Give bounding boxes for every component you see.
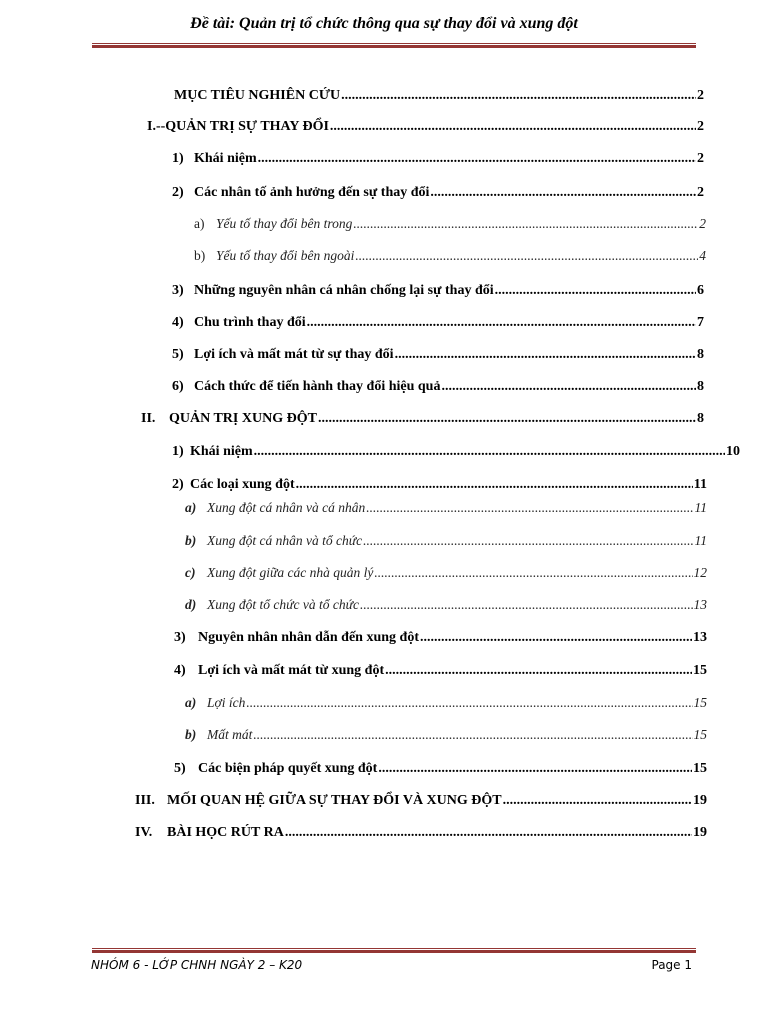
toc-entry-number: c): [185, 565, 196, 580]
toc-entry-text: Nguyên nhân nhân dẫn đến xung đột: [198, 630, 419, 645]
toc-entry: [185, 532, 707, 550]
toc-entry-page: 19: [693, 793, 707, 808]
toc-entry-number: 6): [172, 379, 184, 394]
toc-leader: [360, 596, 693, 614]
footer-page-number: Page 1: [651, 958, 692, 972]
toc-entry-number: a): [194, 216, 205, 231]
toc-entry-number: 2): [172, 185, 184, 200]
toc-entry-page: 11: [693, 477, 707, 492]
toc-entry: [172, 184, 704, 202]
toc-entry-text: Xung đột cá nhân và cá nhân: [207, 500, 366, 515]
toc-entry-number: III.: [135, 793, 155, 808]
document-header-title: Đề tài: Quản trị tổ chức thông qua sự thay đổi và xung đột: [190, 15, 578, 32]
toc-entry: [185, 596, 707, 614]
toc-leader: [318, 410, 696, 428]
toc-entry-text: Lợi ích và mất mát từ xung đột: [198, 663, 385, 678]
toc-entry-page: 12: [693, 565, 707, 580]
toc-entry-text: Cách thức để tiến hành thay đổi hiệu quả: [194, 379, 441, 394]
toc-leader: [353, 215, 698, 233]
toc-entry: [194, 247, 706, 265]
toc-leader: [246, 694, 692, 712]
toc-entry-number: b): [185, 727, 197, 742]
toc-entry-number: 5): [174, 761, 186, 776]
toc-entry-page: 15: [693, 761, 707, 776]
toc-entry: [185, 726, 707, 744]
toc-entry: [172, 346, 704, 364]
toc-leader: [363, 532, 693, 550]
toc-entry-page: 7: [697, 315, 704, 330]
toc-entry-text: Các nhân tố ảnh hưởng đến sự thay đổi: [194, 185, 430, 200]
toc-entry-text: Yếu tố thay đổi bên trong: [216, 216, 353, 231]
toc-entry-page: 2: [697, 151, 704, 166]
toc-entry-number: b): [194, 248, 206, 263]
toc-leader: [420, 629, 692, 647]
toc-leader: [441, 378, 696, 396]
toc-entry-text: MỐI QUAN HỆ GIỮA SỰ THAY ĐỔI VÀ XUNG ĐỘT: [167, 793, 502, 808]
toc-leader: [330, 118, 696, 136]
toc-entry-page: 11: [694, 500, 707, 515]
toc-entry-text: Xung đột tổ chức và tổ chức: [207, 597, 359, 612]
toc-leader: [254, 443, 725, 461]
toc-entry: [141, 410, 704, 428]
toc-entry-number: 5): [172, 347, 184, 362]
toc-entry: [172, 443, 740, 461]
toc-entry-number: IV.: [135, 825, 153, 840]
toc-entry-number: 1): [172, 151, 184, 166]
toc-entry-number: I.--: [147, 119, 166, 134]
toc-entry-text: Các loại xung đột: [190, 477, 295, 492]
toc-leader: [341, 87, 696, 105]
toc-leader: [395, 346, 696, 364]
toc-entry-number: 1): [172, 444, 184, 459]
toc-entry: [135, 824, 707, 842]
toc-entry-page: 13: [693, 630, 707, 645]
toc-entry: [174, 629, 707, 647]
toc-entry-page: 2: [699, 216, 706, 231]
toc-entry-text: Xung đột cá nhân và tổ chức: [207, 533, 363, 548]
toc-entry-text: Khái niệm: [194, 151, 257, 166]
toc-entry-page: 15: [693, 663, 707, 678]
toc-entry: [174, 662, 707, 680]
toc-entry: [147, 118, 704, 136]
toc-entry-text: BÀI HỌC RÚT RA: [167, 825, 284, 840]
toc-entry-page: 2: [697, 88, 704, 103]
footer-group-label: NHÓM 6 - LỚP CHNH NGÀY 2 – K20: [91, 958, 303, 972]
toc-entry: [172, 476, 707, 494]
toc-leader: [495, 282, 696, 300]
toc-entry-number: b): [185, 533, 197, 548]
toc-entry-page: 2: [697, 119, 704, 134]
toc-entry-text: Những nguyên nhân cá nhân chống lại sự thay đổi: [194, 283, 494, 298]
toc-entry-text: Xung đột giữa các nhà quản lý: [207, 565, 374, 580]
toc-leader: [258, 150, 696, 168]
toc-entry-text: Các biện pháp quyết xung đột: [198, 761, 378, 776]
toc-entry-text: Chu trình thay đổi: [194, 315, 306, 330]
toc-entry-page: 8: [697, 379, 704, 394]
toc-entry: [172, 314, 704, 332]
toc-entry-page: 15: [693, 695, 707, 710]
toc-entry-page: 10: [726, 444, 740, 459]
toc-entry-number: 4): [172, 315, 184, 330]
toc-entry-text: Lợi ích và mất mát từ sự thay đổi: [194, 347, 394, 362]
toc-entry: [172, 282, 704, 300]
toc-entry-page: 19: [693, 825, 707, 840]
toc-leader: [385, 662, 692, 680]
toc-entry-number: II.: [141, 411, 156, 426]
toc-entry: [172, 378, 704, 396]
toc-entry-text: Mất mát: [207, 727, 253, 742]
toc-entry-number: 4): [174, 663, 186, 678]
toc-leader: [307, 314, 696, 332]
toc-entry: [135, 792, 707, 810]
toc-entry-page: 11: [694, 533, 707, 548]
toc-entry: [185, 694, 707, 712]
toc-entry: [174, 87, 704, 105]
toc-entry-text: Khái niệm: [190, 444, 253, 459]
toc-leader: [285, 824, 692, 842]
toc-entry-page: 8: [697, 411, 704, 426]
toc-leader: [430, 184, 696, 202]
toc-leader: [296, 476, 693, 494]
toc-entry-text: MỤC TIÊU NGHIÊN CỨU: [174, 88, 341, 103]
toc-entry-text: QUẢN TRỊ XUNG ĐỘT: [169, 411, 317, 426]
toc-entry-text: Yếu tố thay đổi bên ngoài: [216, 248, 355, 263]
toc-entry: [185, 564, 707, 582]
toc-entry: [185, 499, 707, 517]
toc-entry-number: a): [185, 500, 197, 515]
toc-entry-page: 8: [697, 347, 704, 362]
toc-entry-number: 3): [174, 630, 186, 645]
toc-entry-number: 3): [172, 283, 184, 298]
toc-entry-page: 13: [693, 597, 707, 612]
toc-leader: [378, 760, 692, 778]
toc-entry-text: Lợi ích: [207, 695, 246, 710]
toc-entry-page: 2: [697, 185, 704, 200]
toc-entry: [172, 150, 704, 168]
toc-leader: [503, 792, 692, 810]
toc-entry-number: 2): [172, 477, 184, 492]
toc-entry-number: a): [185, 695, 197, 710]
toc-leader: [253, 726, 692, 744]
footer-divider: [92, 948, 696, 953]
toc-entry: [194, 215, 706, 233]
toc-entry-text: QUẢN TRỊ SỰ THAY ĐỔI: [165, 119, 329, 134]
toc-entry-page: 4: [699, 248, 706, 263]
toc-leader: [355, 247, 698, 265]
toc-leader: [374, 564, 692, 582]
toc-entry-page: 6: [697, 283, 704, 298]
toc-entry-page: 15: [693, 727, 707, 742]
toc-entry: [174, 760, 707, 778]
toc-entry-number: d): [185, 597, 197, 612]
toc-leader: [366, 499, 693, 517]
